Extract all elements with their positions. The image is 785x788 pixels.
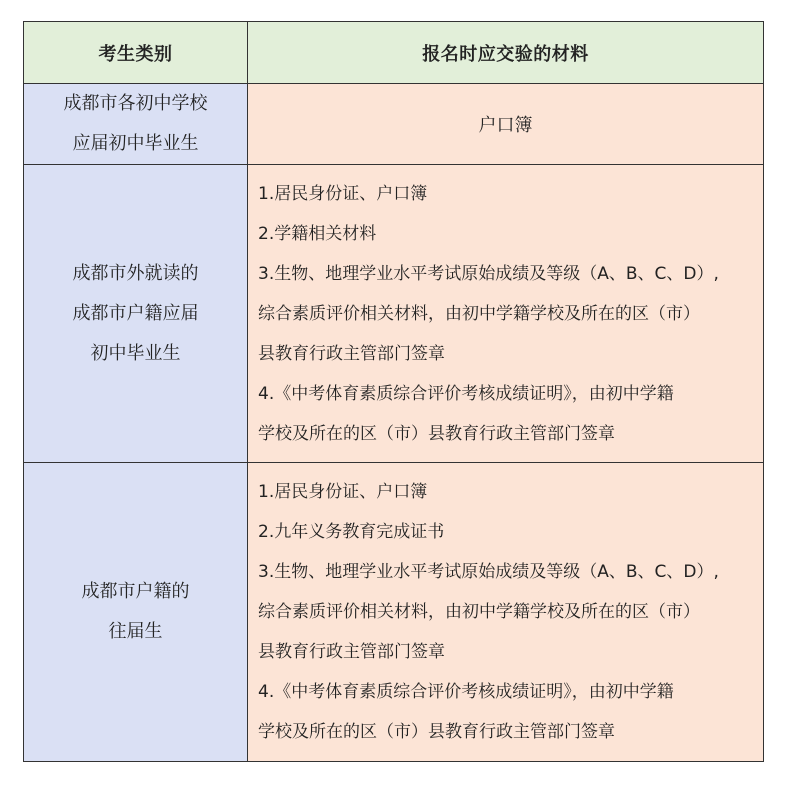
material-list (248, 465, 763, 759)
material-line: 2.学籍相关材料 (258, 223, 377, 244)
category-line: 成都市各初中学校 (63, 93, 208, 114)
material-line: 学校及所在的区（市）县教育行政主管部门签章 (258, 423, 615, 444)
category-cell (24, 463, 248, 762)
category-line: 往届生 (108, 621, 163, 642)
registration-materials-table (23, 21, 764, 762)
header-materials: 报名时应交验的材料 (248, 22, 764, 84)
material-line: 学校及所在的区（市）县教育行政主管部门签章 (258, 722, 615, 742)
table-header-row (24, 22, 764, 84)
category-line: 成都市外就读的 (72, 262, 199, 284)
table-row (24, 463, 764, 762)
table-row (24, 165, 764, 463)
category-line: 成都市户籍应届 (72, 302, 199, 324)
header-category: 考生类别 (24, 22, 248, 84)
material-line: 户口簿 (478, 115, 533, 136)
material-list (248, 167, 763, 461)
materials-cell (248, 84, 764, 165)
material-line: 综合素质评价相关材料，由初中学籍学校及所在的区（市） (258, 602, 700, 622)
category-line: 应届初中毕业生 (72, 133, 199, 154)
material-line: 1.居民身份证、户口簿 (258, 183, 428, 204)
material-line: 4.《中考体育素质综合评价考核成绩证明》，由初中学籍 (258, 383, 674, 404)
material-line: 县教育行政主管部门签章 (258, 642, 445, 662)
table-row (24, 84, 764, 165)
material-line: 综合素质评价相关材料，由初中学籍学校及所在的区（市） (258, 303, 700, 324)
material-line: 4.《中考体育素质综合评价考核成绩证明》，由初中学籍 (258, 682, 674, 702)
material-line: 2.九年义务教育完成证书 (258, 522, 445, 542)
category-cell (24, 165, 248, 463)
category-line: 初中毕业生 (90, 342, 181, 364)
category-cell (24, 84, 248, 165)
material-line: 1.居民身份证、户口簿 (258, 482, 428, 502)
material-line: 3.生物、地理学业水平考试原始成绩及等级（A、B、C、D）, (258, 562, 719, 582)
materials-cell (248, 463, 764, 762)
materials-cell (248, 165, 764, 463)
category-line: 成都市户籍的 (81, 581, 190, 602)
material-line: 3.生物、地理学业水平考试原始成绩及等级（A、B、C、D）, (258, 263, 719, 284)
material-line: 县教育行政主管部门签章 (258, 343, 445, 364)
